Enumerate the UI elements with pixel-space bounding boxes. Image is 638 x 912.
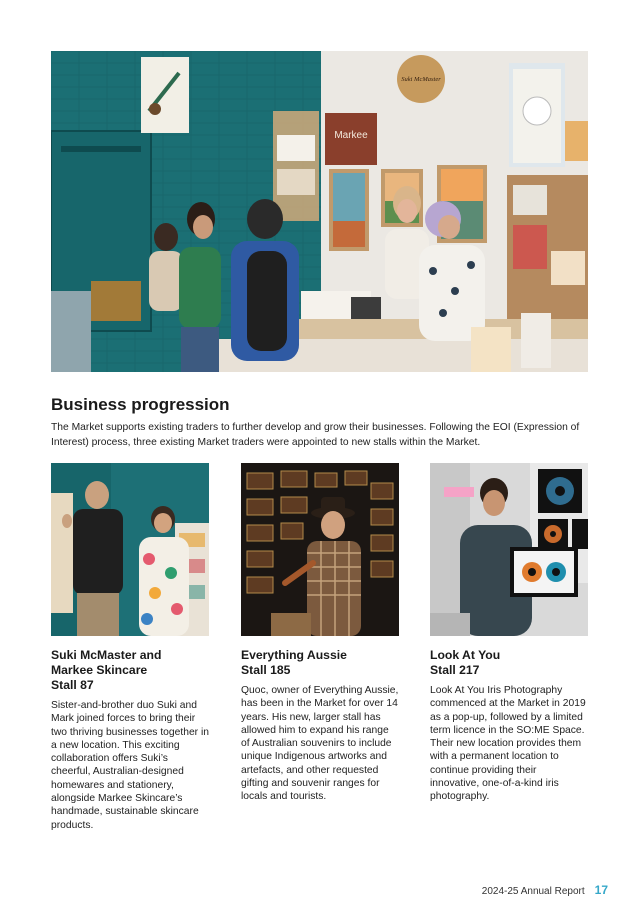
trader-title-everything-aussie <box>241 648 399 678</box>
trader-stall: Stall 217 <box>430 663 480 677</box>
trader-description: Look At You Iris Photography commenced at the Market in 2019 as a pop-up, followed by a limited term licence in the SO:ME Space. Their new location provides them with a permanent location to continue providing their innovative, one-of-a-kind iris photography. <box>430 685 586 803</box>
trader-name-line: Suki McMaster and <box>51 648 162 662</box>
markee-sign-text: Markee <box>334 130 368 141</box>
trader-name-line: Everything Aussie <box>241 648 347 662</box>
page-number: 17 <box>594 883 608 897</box>
page-footer <box>482 883 608 897</box>
trader-title-suki-markee <box>51 648 209 693</box>
trader-card-suki-markee <box>51 463 209 832</box>
trader-stall: Stall 87 <box>51 678 94 692</box>
trader-name-line: Markee Skincare <box>51 663 148 677</box>
section-title: Business progression <box>51 395 230 414</box>
trader-card-look-at-you <box>430 463 588 804</box>
trader-title-look-at-you <box>430 648 588 678</box>
trader-stall: Stall 185 <box>241 663 291 677</box>
trader-photo-everything-aussie <box>241 463 399 636</box>
trader-description: Sister-and-brother duo Suki and Mark joined forces to bring their two thriving businesses together in a new location. This exciting collaboration offers Suki’s cheerful, Australian-designed homewares and stationery, alongside Markee Skincare’s handmade, sustainable skincare products. <box>51 700 209 831</box>
hero-photo <box>51 51 588 372</box>
trader-photo-look-at-you <box>430 463 588 636</box>
trader-photo-suki-markee <box>51 463 209 636</box>
trader-name-line: Look At You <box>430 648 501 662</box>
trader-description: Quoc, owner of Everything Aussie, has been in the Market for over 14 years. His new, larger stall has allowed him to expand his range of Australian souvenirs to include unique Indigenous artworks and artefacts, and other requested gifting and souvenir ranges for locals and tourists. <box>241 685 399 803</box>
market-stall-scene <box>51 51 588 372</box>
report-title: 2024-25 Annual Report <box>481 886 585 897</box>
section-intro: The Market supports existing traders to further develop and grow their businesses. Following the EOI (Expression of Interest) process, three existing Market traders were appointed to new stalls within the Market. <box>51 422 580 448</box>
trader-card-everything-aussie <box>241 463 399 804</box>
suki-sign-text: Suki McMaster <box>401 76 441 83</box>
